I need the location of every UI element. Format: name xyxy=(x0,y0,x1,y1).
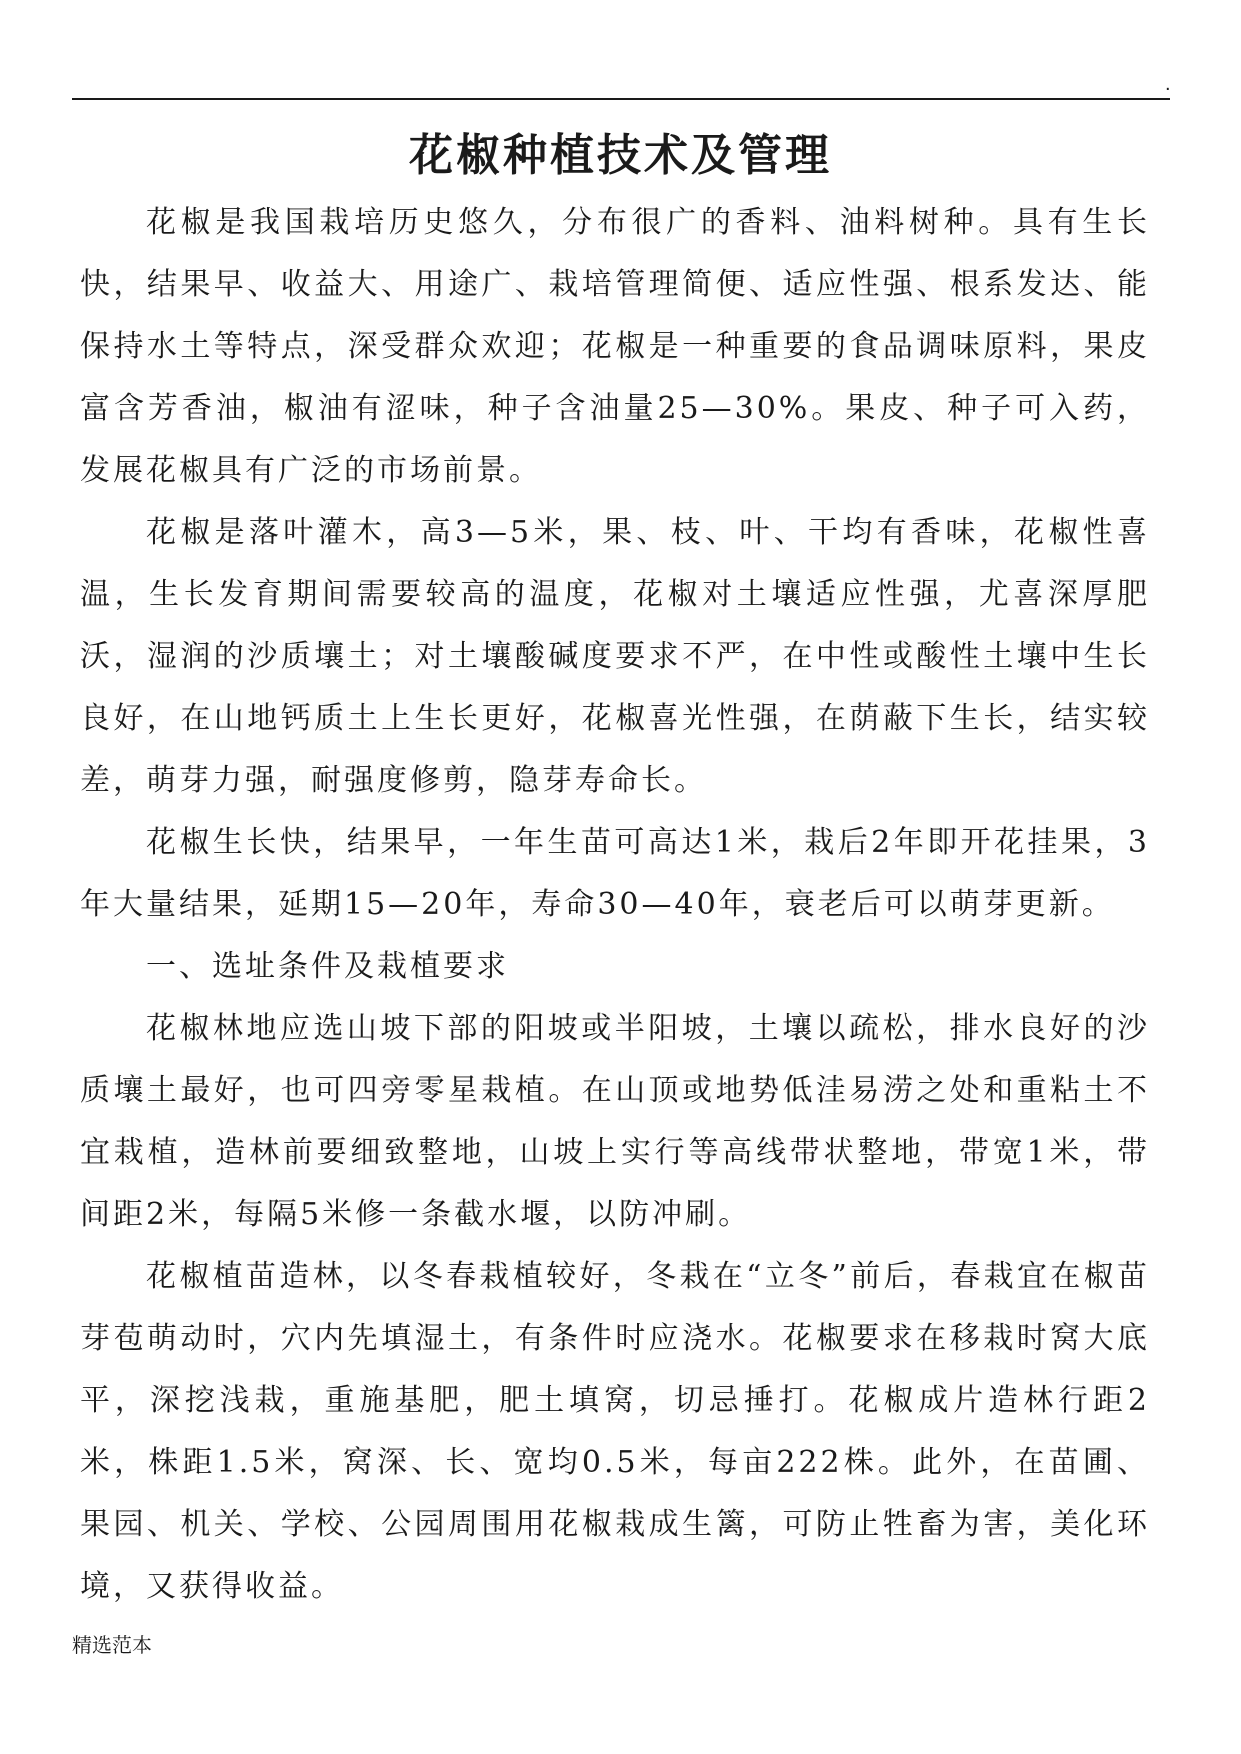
header-mark: . xyxy=(1165,73,1171,95)
paragraph-characteristics: 花椒是落叶灌木，高3—5米，果、枝、叶、干均有香味，花椒性喜温，生长发育期间需要较高的温度，花椒对土壤适应性强，尤喜深厚肥沃，湿润的沙质壤土；对土壤酸碱度要求不严，在中性或酸性土壤中生长良好，在山地钙质土上生长更好，花椒喜光性强，在荫蔽下生长，结实较差，萌芽力强，耐强度修剪，隐芽寿命长。 xyxy=(80,515,1150,798)
header-rule xyxy=(72,98,1170,100)
document-title: 花椒种植技术及管理 xyxy=(409,130,832,181)
paragraph-planting: 花椒植苗造林，以冬春栽植较好，冬栽在“立冬”前后，春栽宜在椒苗芽苞萌动时，穴内先填湿土，有条件时应浇水。花椒要求在移栽时窝大底平，深挖浅栽，重施基肥，肥土填窝，切忌捶打。花椒成片造林行距2米，株距1.5米，窝深、长、宽均0.5米，每亩222株。此外，在苗圃、果园、机关、学校、公园周围用花椒栽成生篱，可防止牲畜为害，美化环境，又获得收益。 xyxy=(80,1259,1150,1604)
footer-label: 精选范本 xyxy=(72,1635,152,1657)
document-body xyxy=(80,192,1150,1618)
section-heading: 一、选址条件及栽植要求 xyxy=(146,949,509,984)
paragraph-growth: 花椒生长快，结果早，一年生苗可高达1米，栽后2年即开花挂果，3年大量结果，延期15—20年，寿命30—40年，衰老后可以萌芽更新。 xyxy=(80,825,1150,922)
paragraph-site-selection: 花椒林地应选山坡下部的阳坡或半阳坡，土壤以疏松，排水良好的沙质壤土最好，也可四旁零星栽植。在山顶或地势低洼易涝之处和重粘土不宜栽植，造林前要细致整地，山坡上实行等高线带状整地，带宽1米，带间距2米，每隔5米修一条截水堰，以防冲刷。 xyxy=(80,1011,1150,1232)
paragraph-intro: 花椒是我国栽培历史悠久，分布很广的香料、油料树种。具有生长快，结果早、收益大、用途广、栽培管理简便、适应性强、根系发达、能保持水土等特点，深受群众欢迎；花椒是一种重要的食品调味原料，果皮富含芳香油，椒油有涩味，种子含油量25—30%。果皮、种子可入药，发展花椒具有广泛的市场前景。 xyxy=(80,205,1150,488)
